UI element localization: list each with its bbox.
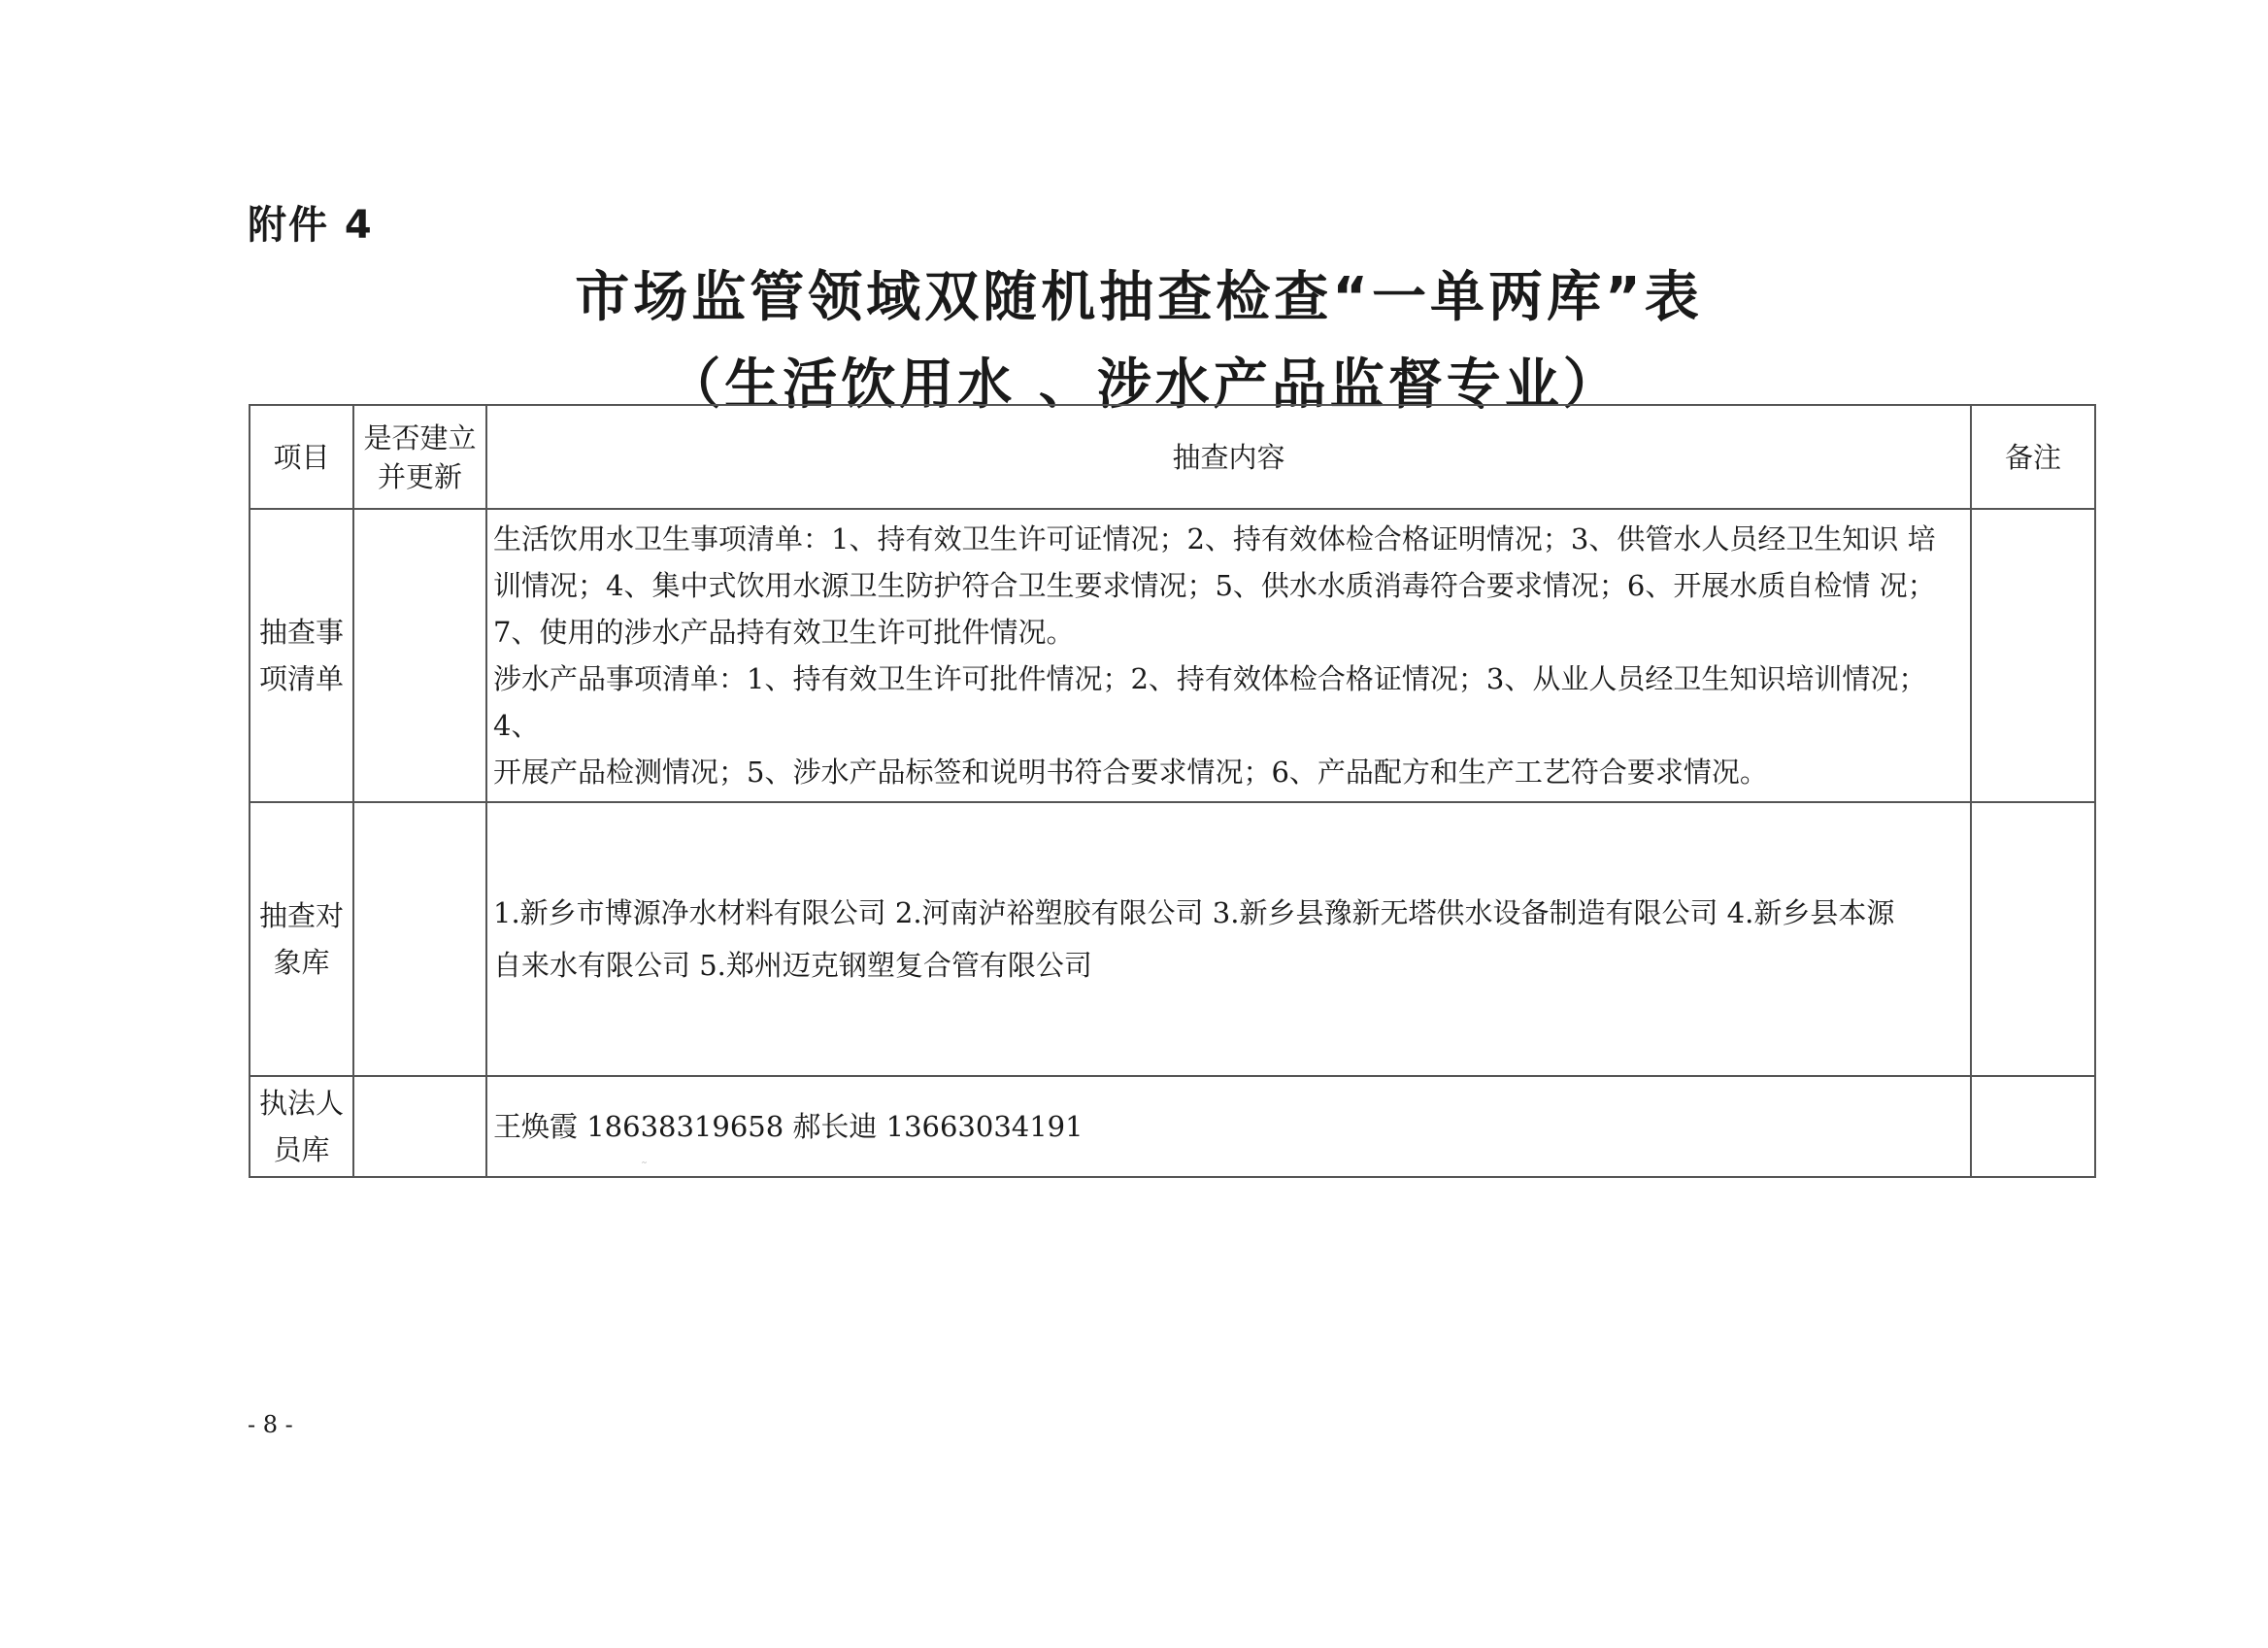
content-line: 训情况；4、集中式饮用水源卫生防护符合卫生要求情况；5、供水水质消毒符合要求情况；6、开展水质自检情 况； bbox=[493, 569, 1936, 602]
row-label-inspection-items bbox=[250, 509, 353, 802]
table-header-row bbox=[250, 405, 2095, 509]
page-number: - 8 - bbox=[248, 1411, 293, 1438]
content-line: 1.新乡市博源净水材料有限公司 2.河南泸裕塑胶有限公司 3.新乡县豫新无塔供水设备制造有限公司 4.新乡县本源 bbox=[493, 896, 1895, 929]
header-content: 抽查内容 bbox=[486, 405, 1971, 509]
row-label-inspection-objects bbox=[250, 802, 353, 1076]
content-line: 生活饮用水卫生事项清单：1、持有效卫生许可证情况；2、持有效体检合格证明情况；3、供管水人员经卫生知识 培 bbox=[493, 522, 1936, 555]
row-label-line2: 员库 bbox=[273, 1133, 330, 1166]
remarks-cell bbox=[1971, 802, 2095, 1076]
row-label-enforcement-staff bbox=[250, 1076, 353, 1177]
header-item: 项目 bbox=[250, 405, 353, 509]
table-row-inspection-items bbox=[250, 509, 2095, 802]
document-subtitle: （生活饮用水 、涉水产品监督专业） bbox=[666, 353, 1621, 417]
row-label-line1: 执法人 bbox=[258, 1087, 344, 1120]
header-updated-line2: 并更新 bbox=[377, 459, 462, 493]
updated-cell bbox=[353, 509, 486, 802]
attachment-label: 附件 4 bbox=[248, 203, 374, 248]
scan-speck: ˜ bbox=[641, 1160, 648, 1176]
updated-cell bbox=[353, 802, 486, 1076]
content-line: 涉水产品事项清单：1、持有效卫生许可批件情况；2、持有效体检合格证情况；3、从业人员经卫生知识培训情况； 4、 bbox=[493, 662, 1927, 742]
updated-cell bbox=[353, 1076, 486, 1177]
content-line: 7、使用的涉水产品持有效卫生许可批件情况。 bbox=[493, 616, 1075, 649]
inspection-table bbox=[249, 404, 2096, 1178]
header-updated bbox=[353, 405, 486, 509]
table-row-enforcement-staff bbox=[250, 1076, 2095, 1177]
content-line: 开展产品检测情况；5、涉水产品标签和说明书符合要求情况；6、产品配方和生产工艺符合要求情况。 bbox=[493, 756, 1768, 789]
row-label-line2: 项清单 bbox=[258, 662, 344, 695]
header-remarks: 备注 bbox=[1971, 405, 2095, 509]
row-label-line1: 抽查对 bbox=[258, 899, 344, 932]
inspection-items-content bbox=[486, 509, 1971, 802]
enforcement-staff-content: 王焕霞 18638319658 郝长迪 13663034191 bbox=[486, 1076, 1971, 1177]
remarks-cell bbox=[1971, 509, 2095, 802]
row-label-line2: 象库 bbox=[273, 946, 330, 979]
document-title: 市场监管领域双随机抽查检查“一单两库”表 bbox=[575, 266, 1703, 329]
remarks-cell bbox=[1971, 1076, 2095, 1177]
table-row-inspection-objects bbox=[250, 802, 2095, 1076]
header-updated-line1: 是否建立 bbox=[363, 420, 477, 454]
row-label-line1: 抽查事 bbox=[258, 616, 344, 649]
inspection-objects-content bbox=[486, 802, 1971, 1076]
content-line: 自来水有限公司 5.郑州迈克钢塑复合管有限公司 bbox=[493, 949, 1092, 982]
